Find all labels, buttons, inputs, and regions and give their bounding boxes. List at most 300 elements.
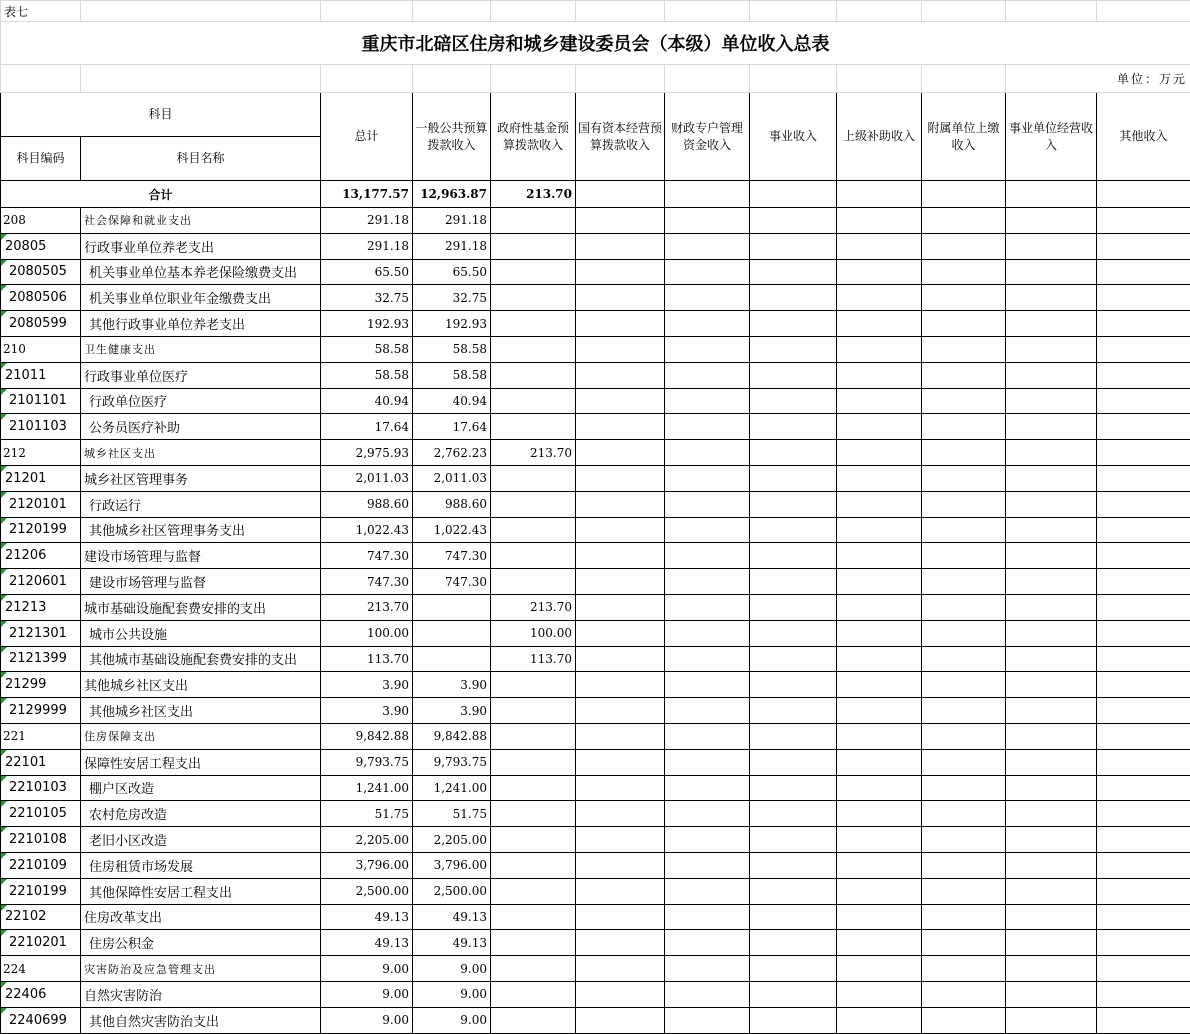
empty-cell[interactable]	[922, 491, 1006, 517]
gov-fund-cell[interactable]	[491, 878, 576, 904]
empty-cell[interactable]	[837, 956, 922, 982]
empty-cell[interactable]	[665, 491, 750, 517]
empty-cell[interactable]	[1097, 362, 1190, 388]
general-budget-cell[interactable]: 3.90	[413, 698, 491, 724]
empty-cell[interactable]	[837, 672, 922, 698]
subject-code-cell[interactable]: 2129999	[1, 698, 81, 724]
empty-cell[interactable]	[922, 285, 1006, 311]
general-budget-cell[interactable]: 3.90	[413, 672, 491, 698]
header-subject[interactable]: 科目	[1, 93, 321, 137]
empty-cell[interactable]	[922, 672, 1006, 698]
empty-cell[interactable]	[1097, 208, 1190, 234]
subject-code-cell[interactable]: 208	[1, 208, 81, 234]
empty-cell[interactable]	[1097, 285, 1190, 311]
general-budget-cell[interactable]: 32.75	[413, 285, 491, 311]
subject-name-cell[interactable]: 城市公共设施	[81, 620, 321, 646]
empty-cell[interactable]	[665, 646, 750, 672]
empty-cell[interactable]	[1097, 775, 1190, 801]
empty-cell[interactable]	[1006, 749, 1097, 775]
empty-cell[interactable]	[1006, 956, 1097, 982]
total-cell[interactable]: 58.58	[321, 336, 413, 362]
empty-cell[interactable]	[1097, 801, 1190, 827]
empty-cell[interactable]	[576, 930, 665, 956]
empty-cell[interactable]	[750, 930, 837, 956]
empty-cell[interactable]	[1097, 259, 1190, 285]
empty-cell[interactable]	[1006, 311, 1097, 337]
subject-code-cell[interactable]: 2210108	[1, 827, 81, 853]
empty-cell[interactable]	[665, 698, 750, 724]
subject-name-cell[interactable]: 棚户区改造	[81, 775, 321, 801]
empty-cell[interactable]	[665, 594, 750, 620]
general-budget-cell[interactable]: 9,842.88	[413, 723, 491, 749]
empty-cell[interactable]	[1006, 878, 1097, 904]
empty-cell[interactable]	[1097, 672, 1190, 698]
empty-cell[interactable]	[922, 465, 1006, 491]
empty-cell[interactable]	[1097, 904, 1190, 930]
empty-cell[interactable]	[576, 362, 665, 388]
gov-fund-cell[interactable]	[491, 904, 576, 930]
empty-cell[interactable]	[665, 362, 750, 388]
empty-cell[interactable]	[1097, 465, 1190, 491]
empty-cell[interactable]	[576, 904, 665, 930]
total-cell[interactable]: 2,011.03	[321, 465, 413, 491]
subject-code-cell[interactable]: 2210103	[1, 775, 81, 801]
empty-cell[interactable]	[1006, 672, 1097, 698]
empty-cell[interactable]	[576, 233, 665, 259]
empty-cell[interactable]	[576, 749, 665, 775]
empty-cell[interactable]	[576, 517, 665, 543]
empty-cell[interactable]	[837, 414, 922, 440]
subject-name-cell[interactable]: 城乡社区管理事务	[81, 465, 321, 491]
empty-cell[interactable]	[1097, 336, 1190, 362]
page-title[interactable]: 重庆市北碚区住房和城乡建设委员会（本级）单位收入总表	[1, 22, 1190, 65]
gov-fund-cell[interactable]	[491, 981, 576, 1007]
empty-cell[interactable]	[665, 801, 750, 827]
empty-cell[interactable]	[1097, 620, 1190, 646]
empty-cell[interactable]	[665, 233, 750, 259]
empty-cell[interactable]	[922, 440, 1006, 466]
empty-cell[interactable]	[1097, 646, 1190, 672]
empty-cell[interactable]	[1006, 336, 1097, 362]
general-budget-cell[interactable]: 2,500.00	[413, 878, 491, 904]
total-cell[interactable]: 747.30	[321, 543, 413, 569]
empty-cell[interactable]	[1006, 543, 1097, 569]
empty-cell[interactable]	[750, 594, 837, 620]
empty-cell[interactable]	[1097, 827, 1190, 853]
empty-cell[interactable]	[837, 336, 922, 362]
gov-fund-cell[interactable]	[491, 930, 576, 956]
subject-name-cell[interactable]: 其他城乡社区管理事务支出	[81, 517, 321, 543]
empty-cell[interactable]	[837, 1007, 922, 1033]
total-cell[interactable]: 32.75	[321, 285, 413, 311]
header-affiliated[interactable]: 附属单位上缴收入	[922, 93, 1006, 181]
total-cell[interactable]: 291.18	[321, 208, 413, 234]
gov-fund-cell[interactable]	[491, 388, 576, 414]
empty-cell[interactable]	[576, 723, 665, 749]
gov-fund-cell[interactable]	[491, 465, 576, 491]
gov-fund-cell[interactable]	[491, 569, 576, 595]
subject-name-cell[interactable]: 其他行政事业单位养老支出	[81, 311, 321, 337]
total-cell[interactable]: 1,022.43	[321, 517, 413, 543]
subject-code-cell[interactable]: 22102	[1, 904, 81, 930]
general-budget-cell[interactable]: 1,022.43	[413, 517, 491, 543]
general-budget-cell[interactable]	[413, 620, 491, 646]
empty-cell[interactable]	[576, 698, 665, 724]
empty-cell[interactable]	[750, 259, 837, 285]
empty-cell[interactable]	[922, 981, 1006, 1007]
subject-code-cell[interactable]: 22406	[1, 981, 81, 1007]
general-budget-cell[interactable]: 747.30	[413, 543, 491, 569]
general-budget-cell[interactable]: 58.58	[413, 336, 491, 362]
empty-cell[interactable]	[750, 878, 837, 904]
total-cell[interactable]: 3.90	[321, 672, 413, 698]
empty-cell[interactable]	[837, 878, 922, 904]
empty-cell[interactable]	[750, 440, 837, 466]
empty-cell[interactable]	[665, 208, 750, 234]
empty-cell[interactable]	[1006, 414, 1097, 440]
empty-cell[interactable]	[1006, 440, 1097, 466]
total-label[interactable]: 合计	[1, 181, 321, 208]
empty-cell[interactable]	[1006, 775, 1097, 801]
empty-cell[interactable]	[922, 1007, 1006, 1033]
gov-fund-cell[interactable]	[491, 672, 576, 698]
header-special-fund[interactable]: 财政专户管理资金收入	[665, 93, 750, 181]
empty-cell[interactable]	[576, 388, 665, 414]
empty-cell[interactable]	[665, 620, 750, 646]
subject-name-cell[interactable]: 自然灾害防治	[81, 981, 321, 1007]
gov-fund-cell[interactable]	[491, 491, 576, 517]
subject-name-cell[interactable]: 机关事业单位基本养老保险缴费支出	[81, 259, 321, 285]
empty-cell[interactable]	[665, 981, 750, 1007]
empty-cell[interactable]	[750, 775, 837, 801]
empty-cell[interactable]	[576, 440, 665, 466]
empty-cell[interactable]	[576, 336, 665, 362]
empty-cell[interactable]	[750, 981, 837, 1007]
subject-name-cell[interactable]: 行政事业单位医疗	[81, 362, 321, 388]
general-budget-cell[interactable]: 291.18	[413, 233, 491, 259]
subject-name-cell[interactable]: 卫生健康支出	[81, 336, 321, 362]
empty-cell[interactable]	[576, 878, 665, 904]
empty-cell[interactable]	[837, 285, 922, 311]
empty-cell[interactable]	[576, 646, 665, 672]
empty-cell[interactable]	[750, 465, 837, 491]
empty-cell[interactable]	[665, 285, 750, 311]
empty-cell[interactable]	[576, 208, 665, 234]
empty-cell[interactable]	[1097, 930, 1190, 956]
subject-name-cell[interactable]: 住房公积金	[81, 930, 321, 956]
total-cell[interactable]: 49.13	[321, 904, 413, 930]
empty-cell[interactable]	[922, 388, 1006, 414]
subject-name-cell[interactable]: 其他保障性安居工程支出	[81, 878, 321, 904]
subject-name-cell[interactable]: 其他城乡社区支出	[81, 698, 321, 724]
empty-cell[interactable]	[837, 491, 922, 517]
subject-code-cell[interactable]: 221	[1, 723, 81, 749]
gov-fund-cell[interactable]: 100.00	[491, 620, 576, 646]
empty-cell[interactable]	[1006, 620, 1097, 646]
gov-fund-cell[interactable]	[491, 336, 576, 362]
empty-cell[interactable]	[1097, 1007, 1190, 1033]
empty-cell[interactable]	[837, 465, 922, 491]
total-cell[interactable]: 65.50	[321, 259, 413, 285]
empty-cell[interactable]	[1097, 594, 1190, 620]
empty-cell[interactable]	[665, 414, 750, 440]
empty-cell[interactable]	[1097, 569, 1190, 595]
empty-cell[interactable]	[837, 594, 922, 620]
gov-fund-cell[interactable]	[491, 517, 576, 543]
empty-cell[interactable]	[576, 569, 665, 595]
total-general[interactable]: 12,963.87	[413, 181, 491, 208]
empty-cell[interactable]	[576, 594, 665, 620]
total-cell[interactable]: 291.18	[321, 233, 413, 259]
general-budget-cell[interactable]: 17.64	[413, 414, 491, 440]
subject-code-cell[interactable]: 21011	[1, 362, 81, 388]
empty-cell[interactable]	[750, 801, 837, 827]
empty-cell[interactable]	[1097, 388, 1190, 414]
empty-cell[interactable]	[922, 233, 1006, 259]
empty-cell[interactable]	[750, 827, 837, 853]
empty-cell[interactable]	[922, 775, 1006, 801]
empty-cell[interactable]	[665, 543, 750, 569]
empty-cell[interactable]	[576, 414, 665, 440]
header-total[interactable]: 总计	[321, 93, 413, 181]
total-cell[interactable]: 1,241.00	[321, 775, 413, 801]
empty-cell[interactable]	[750, 620, 837, 646]
empty-cell[interactable]	[1006, 491, 1097, 517]
total-sum[interactable]: 13,177.57	[321, 181, 413, 208]
header-code[interactable]: 科目编码	[1, 137, 81, 181]
gov-fund-cell[interactable]	[491, 362, 576, 388]
empty-cell[interactable]	[837, 698, 922, 724]
general-budget-cell[interactable]: 40.94	[413, 388, 491, 414]
subject-code-cell[interactable]: 2080599	[1, 311, 81, 337]
subject-code-cell[interactable]: 2210105	[1, 801, 81, 827]
empty-cell[interactable]	[922, 620, 1006, 646]
gov-fund-cell[interactable]	[491, 1007, 576, 1033]
subject-name-cell[interactable]: 行政运行	[81, 491, 321, 517]
empty-cell[interactable]	[1097, 543, 1190, 569]
total-cell[interactable]: 213.70	[321, 594, 413, 620]
gov-fund-cell[interactable]	[491, 956, 576, 982]
empty-cell[interactable]	[576, 981, 665, 1007]
empty-cell[interactable]	[837, 646, 922, 672]
subject-name-cell[interactable]: 行政事业单位养老支出	[81, 233, 321, 259]
subject-name-cell[interactable]: 住房保障支出	[81, 723, 321, 749]
empty-cell[interactable]	[576, 801, 665, 827]
total-cell[interactable]: 3,796.00	[321, 852, 413, 878]
subject-name-cell[interactable]: 其他城市基础设施配套费安排的支出	[81, 646, 321, 672]
empty-cell[interactable]	[922, 594, 1006, 620]
subject-code-cell[interactable]: 212	[1, 440, 81, 466]
total-cell[interactable]: 113.70	[321, 646, 413, 672]
empty-cell[interactable]	[576, 1007, 665, 1033]
empty-cell[interactable]	[1006, 852, 1097, 878]
empty-cell[interactable]	[665, 930, 750, 956]
empty-cell[interactable]	[665, 388, 750, 414]
empty-cell[interactable]	[922, 646, 1006, 672]
subject-name-cell[interactable]: 住房改革支出	[81, 904, 321, 930]
general-budget-cell[interactable]: 192.93	[413, 311, 491, 337]
empty-cell[interactable]	[665, 827, 750, 853]
general-budget-cell[interactable]: 988.60	[413, 491, 491, 517]
total-cell[interactable]: 51.75	[321, 801, 413, 827]
general-budget-cell[interactable]: 2,011.03	[413, 465, 491, 491]
general-budget-cell[interactable]: 291.18	[413, 208, 491, 234]
empty-cell[interactable]	[837, 362, 922, 388]
header-name[interactable]: 科目名称	[81, 137, 321, 181]
subject-code-cell[interactable]: 21299	[1, 672, 81, 698]
empty-cell[interactable]	[750, 904, 837, 930]
empty-cell[interactable]	[1006, 904, 1097, 930]
empty-cell[interactable]	[837, 904, 922, 930]
subject-code-cell[interactable]: 2210201	[1, 930, 81, 956]
empty-cell[interactable]	[750, 517, 837, 543]
total-cell[interactable]: 3.90	[321, 698, 413, 724]
gov-fund-cell[interactable]: 213.70	[491, 594, 576, 620]
empty-cell[interactable]	[837, 775, 922, 801]
subject-name-cell[interactable]: 建设市场管理与监督	[81, 543, 321, 569]
empty-cell[interactable]	[1006, 208, 1097, 234]
total-fund[interactable]: 213.70	[491, 181, 576, 208]
general-budget-cell[interactable]: 3,796.00	[413, 852, 491, 878]
empty-cell[interactable]	[576, 285, 665, 311]
general-budget-cell[interactable]: 9,793.75	[413, 749, 491, 775]
empty-cell[interactable]	[837, 440, 922, 466]
total-cell[interactable]: 49.13	[321, 930, 413, 956]
gov-fund-cell[interactable]	[491, 311, 576, 337]
empty-cell[interactable]	[922, 336, 1006, 362]
empty-cell[interactable]	[750, 233, 837, 259]
empty-cell[interactable]	[750, 646, 837, 672]
empty-cell[interactable]	[922, 208, 1006, 234]
subject-name-cell[interactable]: 灾害防治及应急管理支出	[81, 956, 321, 982]
empty-cell[interactable]	[750, 723, 837, 749]
empty-cell[interactable]	[750, 388, 837, 414]
header-business[interactable]: 事业收入	[750, 93, 837, 181]
empty-cell[interactable]	[1006, 362, 1097, 388]
empty-cell[interactable]	[1097, 981, 1190, 1007]
subject-code-cell[interactable]: 2240699	[1, 1007, 81, 1033]
empty-cell[interactable]	[837, 620, 922, 646]
empty-cell[interactable]	[922, 311, 1006, 337]
header-gov-fund[interactable]: 政府性基金预算拨款收入	[491, 93, 576, 181]
empty-cell[interactable]	[750, 1007, 837, 1033]
empty-cell[interactable]	[1097, 878, 1190, 904]
gov-fund-cell[interactable]	[491, 259, 576, 285]
total-cell[interactable]: 9.00	[321, 981, 413, 1007]
empty-cell[interactable]	[750, 208, 837, 234]
empty-cell[interactable]	[922, 543, 1006, 569]
empty-cell[interactable]	[1097, 311, 1190, 337]
empty-cell[interactable]	[1097, 491, 1190, 517]
subject-code-cell[interactable]: 2120199	[1, 517, 81, 543]
gov-fund-cell[interactable]	[491, 723, 576, 749]
gov-fund-cell[interactable]	[491, 698, 576, 724]
subject-code-cell[interactable]: 22101	[1, 749, 81, 775]
empty-cell[interactable]	[576, 827, 665, 853]
empty-cell[interactable]	[665, 775, 750, 801]
total-cell[interactable]: 988.60	[321, 491, 413, 517]
empty-cell[interactable]	[665, 259, 750, 285]
gov-fund-cell[interactable]	[491, 801, 576, 827]
gov-fund-cell[interactable]	[491, 775, 576, 801]
sheet-label[interactable]: 表七	[1, 1, 81, 22]
subject-name-cell[interactable]: 建设市场管理与监督	[81, 569, 321, 595]
empty-cell[interactable]	[1006, 259, 1097, 285]
subject-code-cell[interactable]: 21201	[1, 465, 81, 491]
empty-cell[interactable]	[1006, 723, 1097, 749]
subject-code-cell[interactable]: 2080505	[1, 259, 81, 285]
empty-cell[interactable]	[837, 311, 922, 337]
empty-cell[interactable]	[1006, 1007, 1097, 1033]
subject-name-cell[interactable]: 农村危房改造	[81, 801, 321, 827]
empty-cell[interactable]	[837, 233, 922, 259]
empty-cell[interactable]	[665, 723, 750, 749]
empty-cell[interactable]	[837, 569, 922, 595]
empty-cell[interactable]	[1006, 285, 1097, 311]
empty-cell[interactable]	[665, 1007, 750, 1033]
empty-cell[interactable]	[922, 801, 1006, 827]
gov-fund-cell[interactable]	[491, 208, 576, 234]
empty-cell[interactable]	[576, 956, 665, 982]
total-cell[interactable]: 9,842.88	[321, 723, 413, 749]
general-budget-cell[interactable]: 747.30	[413, 569, 491, 595]
general-budget-cell[interactable]	[413, 646, 491, 672]
general-budget-cell[interactable]: 2,762.23	[413, 440, 491, 466]
gov-fund-cell[interactable]: 213.70	[491, 440, 576, 466]
total-cell[interactable]: 192.93	[321, 311, 413, 337]
subject-name-cell[interactable]: 城乡社区支出	[81, 440, 321, 466]
empty-cell[interactable]	[1097, 852, 1190, 878]
empty-cell[interactable]	[665, 878, 750, 904]
empty-cell[interactable]	[837, 543, 922, 569]
empty-cell[interactable]	[750, 414, 837, 440]
empty-cell[interactable]	[665, 956, 750, 982]
empty-cell[interactable]	[576, 543, 665, 569]
gov-fund-cell[interactable]	[491, 285, 576, 311]
subject-code-cell[interactable]: 2210109	[1, 852, 81, 878]
empty-cell[interactable]	[1006, 569, 1097, 595]
subject-code-cell[interactable]: 2121301	[1, 620, 81, 646]
empty-cell[interactable]	[750, 336, 837, 362]
gov-fund-cell[interactable]	[491, 414, 576, 440]
empty-cell[interactable]	[922, 723, 1006, 749]
empty-cell[interactable]	[665, 311, 750, 337]
general-budget-cell[interactable]	[413, 594, 491, 620]
subject-code-cell[interactable]: 2080506	[1, 285, 81, 311]
empty-cell[interactable]	[1006, 827, 1097, 853]
empty-cell[interactable]	[665, 672, 750, 698]
empty-cell[interactable]	[922, 904, 1006, 930]
empty-cell[interactable]	[1006, 594, 1097, 620]
empty-cell[interactable]	[665, 517, 750, 543]
general-budget-cell[interactable]: 1,241.00	[413, 775, 491, 801]
subject-name-cell[interactable]: 保障性安居工程支出	[81, 749, 321, 775]
total-cell[interactable]: 9.00	[321, 956, 413, 982]
header-state-capital[interactable]: 国有资本经营预算拨款收入	[576, 93, 665, 181]
total-cell[interactable]: 9,793.75	[321, 749, 413, 775]
general-budget-cell[interactable]: 49.13	[413, 904, 491, 930]
general-budget-cell[interactable]: 2,205.00	[413, 827, 491, 853]
empty-cell[interactable]	[922, 517, 1006, 543]
gov-fund-cell[interactable]	[491, 233, 576, 259]
empty-cell[interactable]	[837, 852, 922, 878]
empty-cell[interactable]	[837, 517, 922, 543]
empty-cell[interactable]	[750, 672, 837, 698]
subject-code-cell[interactable]: 21206	[1, 543, 81, 569]
empty-cell[interactable]	[837, 981, 922, 1007]
subject-name-cell[interactable]: 老旧小区改造	[81, 827, 321, 853]
subject-name-cell[interactable]: 住房租赁市场发展	[81, 852, 321, 878]
